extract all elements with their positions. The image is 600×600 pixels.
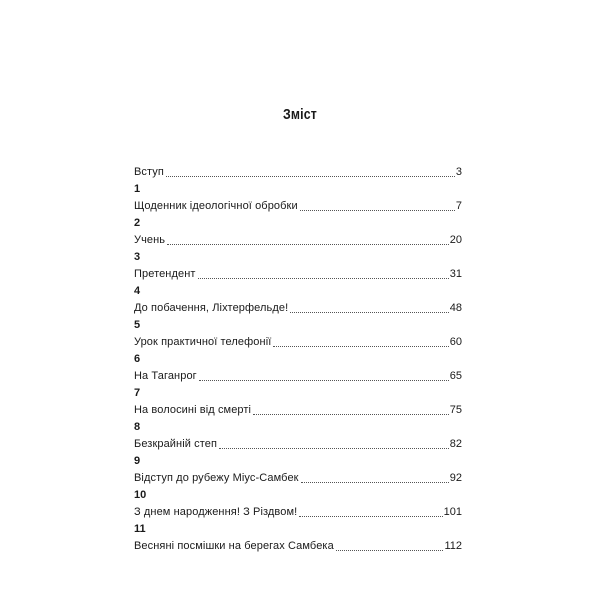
chapter-title: Претендент: [134, 268, 196, 280]
toc-entry-row: [134, 166, 462, 179]
page-number: 92: [449, 472, 462, 484]
chapter-title: Щоденник ідеологічної обробки: [134, 200, 298, 212]
dot-leader: [290, 311, 449, 313]
chapter-title: З днем народження! З Різдвом!: [134, 506, 298, 518]
dot-leader: [301, 481, 449, 483]
toc-entry-row: [134, 200, 462, 213]
chapter-number: 7: [134, 387, 141, 399]
page-number: 101: [443, 506, 462, 518]
dot-leader: [253, 413, 449, 415]
toc-entry-row: [134, 404, 462, 417]
chapter-number: 6: [134, 353, 141, 365]
dot-leader: [199, 379, 449, 381]
toc-entry-chapter-5: [134, 319, 462, 353]
chapter-number: 10: [134, 489, 147, 501]
chapter-number: 1: [134, 183, 141, 195]
chapter-number: 3: [134, 251, 141, 263]
toc-entry-chapter-4: [134, 285, 462, 319]
chapter-title: Урок практичної телефонії: [134, 336, 272, 348]
dot-leader: [273, 345, 448, 347]
toc-entry-row: [134, 268, 462, 281]
chapter-title: Весняні посмішки на берегах Самбека: [134, 540, 334, 552]
chapter-number: 8: [134, 421, 141, 433]
page-number: 75: [449, 404, 462, 416]
page-number: 31: [449, 268, 462, 280]
chapter-number: 11: [134, 523, 146, 535]
toc-entry-row: [134, 506, 462, 519]
toc-entry-chapter-8: [134, 421, 462, 455]
chapter-number: 4: [134, 285, 141, 297]
toc-entry-row: [134, 370, 462, 383]
dot-leader: [198, 277, 449, 279]
dot-leader: [299, 515, 442, 517]
page-title: Зміст: [283, 106, 317, 123]
chapter-title: Відступ до рубежу Міус-Самбек: [134, 472, 299, 484]
toc-entry-chapter-7: [134, 387, 462, 421]
page-number: 60: [449, 336, 462, 348]
dot-leader: [336, 549, 444, 551]
chapter-title: На Таганрог: [134, 370, 197, 382]
toc-entry-chapter-1: [134, 183, 462, 217]
page-number: 7: [455, 200, 462, 212]
chapter-title: До побачення, Ліхтерфельде!: [134, 302, 289, 314]
table-of-contents: [134, 163, 462, 557]
page-number: 65: [449, 370, 462, 382]
page-number: 3: [455, 166, 462, 178]
toc-entry-intro: [134, 163, 462, 183]
chapter-title: Безкрайній степ: [134, 438, 218, 450]
dot-leader: [167, 243, 449, 245]
toc-entry-chapter-11: [134, 523, 462, 557]
page-number: 20: [449, 234, 462, 246]
chapter-number: 2: [134, 217, 141, 229]
toc-entry-chapter-10: [134, 489, 462, 523]
dot-leader: [166, 175, 455, 177]
toc-entry-chapter-9: [134, 455, 462, 489]
toc-entry-row: [134, 438, 462, 451]
toc-entry-row: [134, 234, 462, 247]
chapter-title: На волосині від смерті: [134, 404, 252, 416]
page-number: 112: [444, 540, 462, 552]
toc-entry-chapter-2: [134, 217, 462, 251]
dot-leader: [300, 209, 455, 211]
chapter-title: Учень: [134, 234, 166, 246]
toc-entry-row: [134, 540, 462, 553]
chapter-number: 5: [134, 319, 141, 331]
page-number: 82: [449, 438, 462, 450]
toc-entry-row: [134, 302, 462, 315]
chapter-number: 9: [134, 455, 141, 467]
dot-leader: [219, 447, 449, 449]
chapter-title: Вступ: [134, 166, 164, 178]
toc-entry-chapter-3: [134, 251, 462, 285]
page-number: 48: [449, 302, 462, 314]
toc-entry-row: [134, 336, 462, 349]
toc-entry-chapter-6: [134, 353, 462, 387]
toc-entry-row: [134, 472, 462, 485]
